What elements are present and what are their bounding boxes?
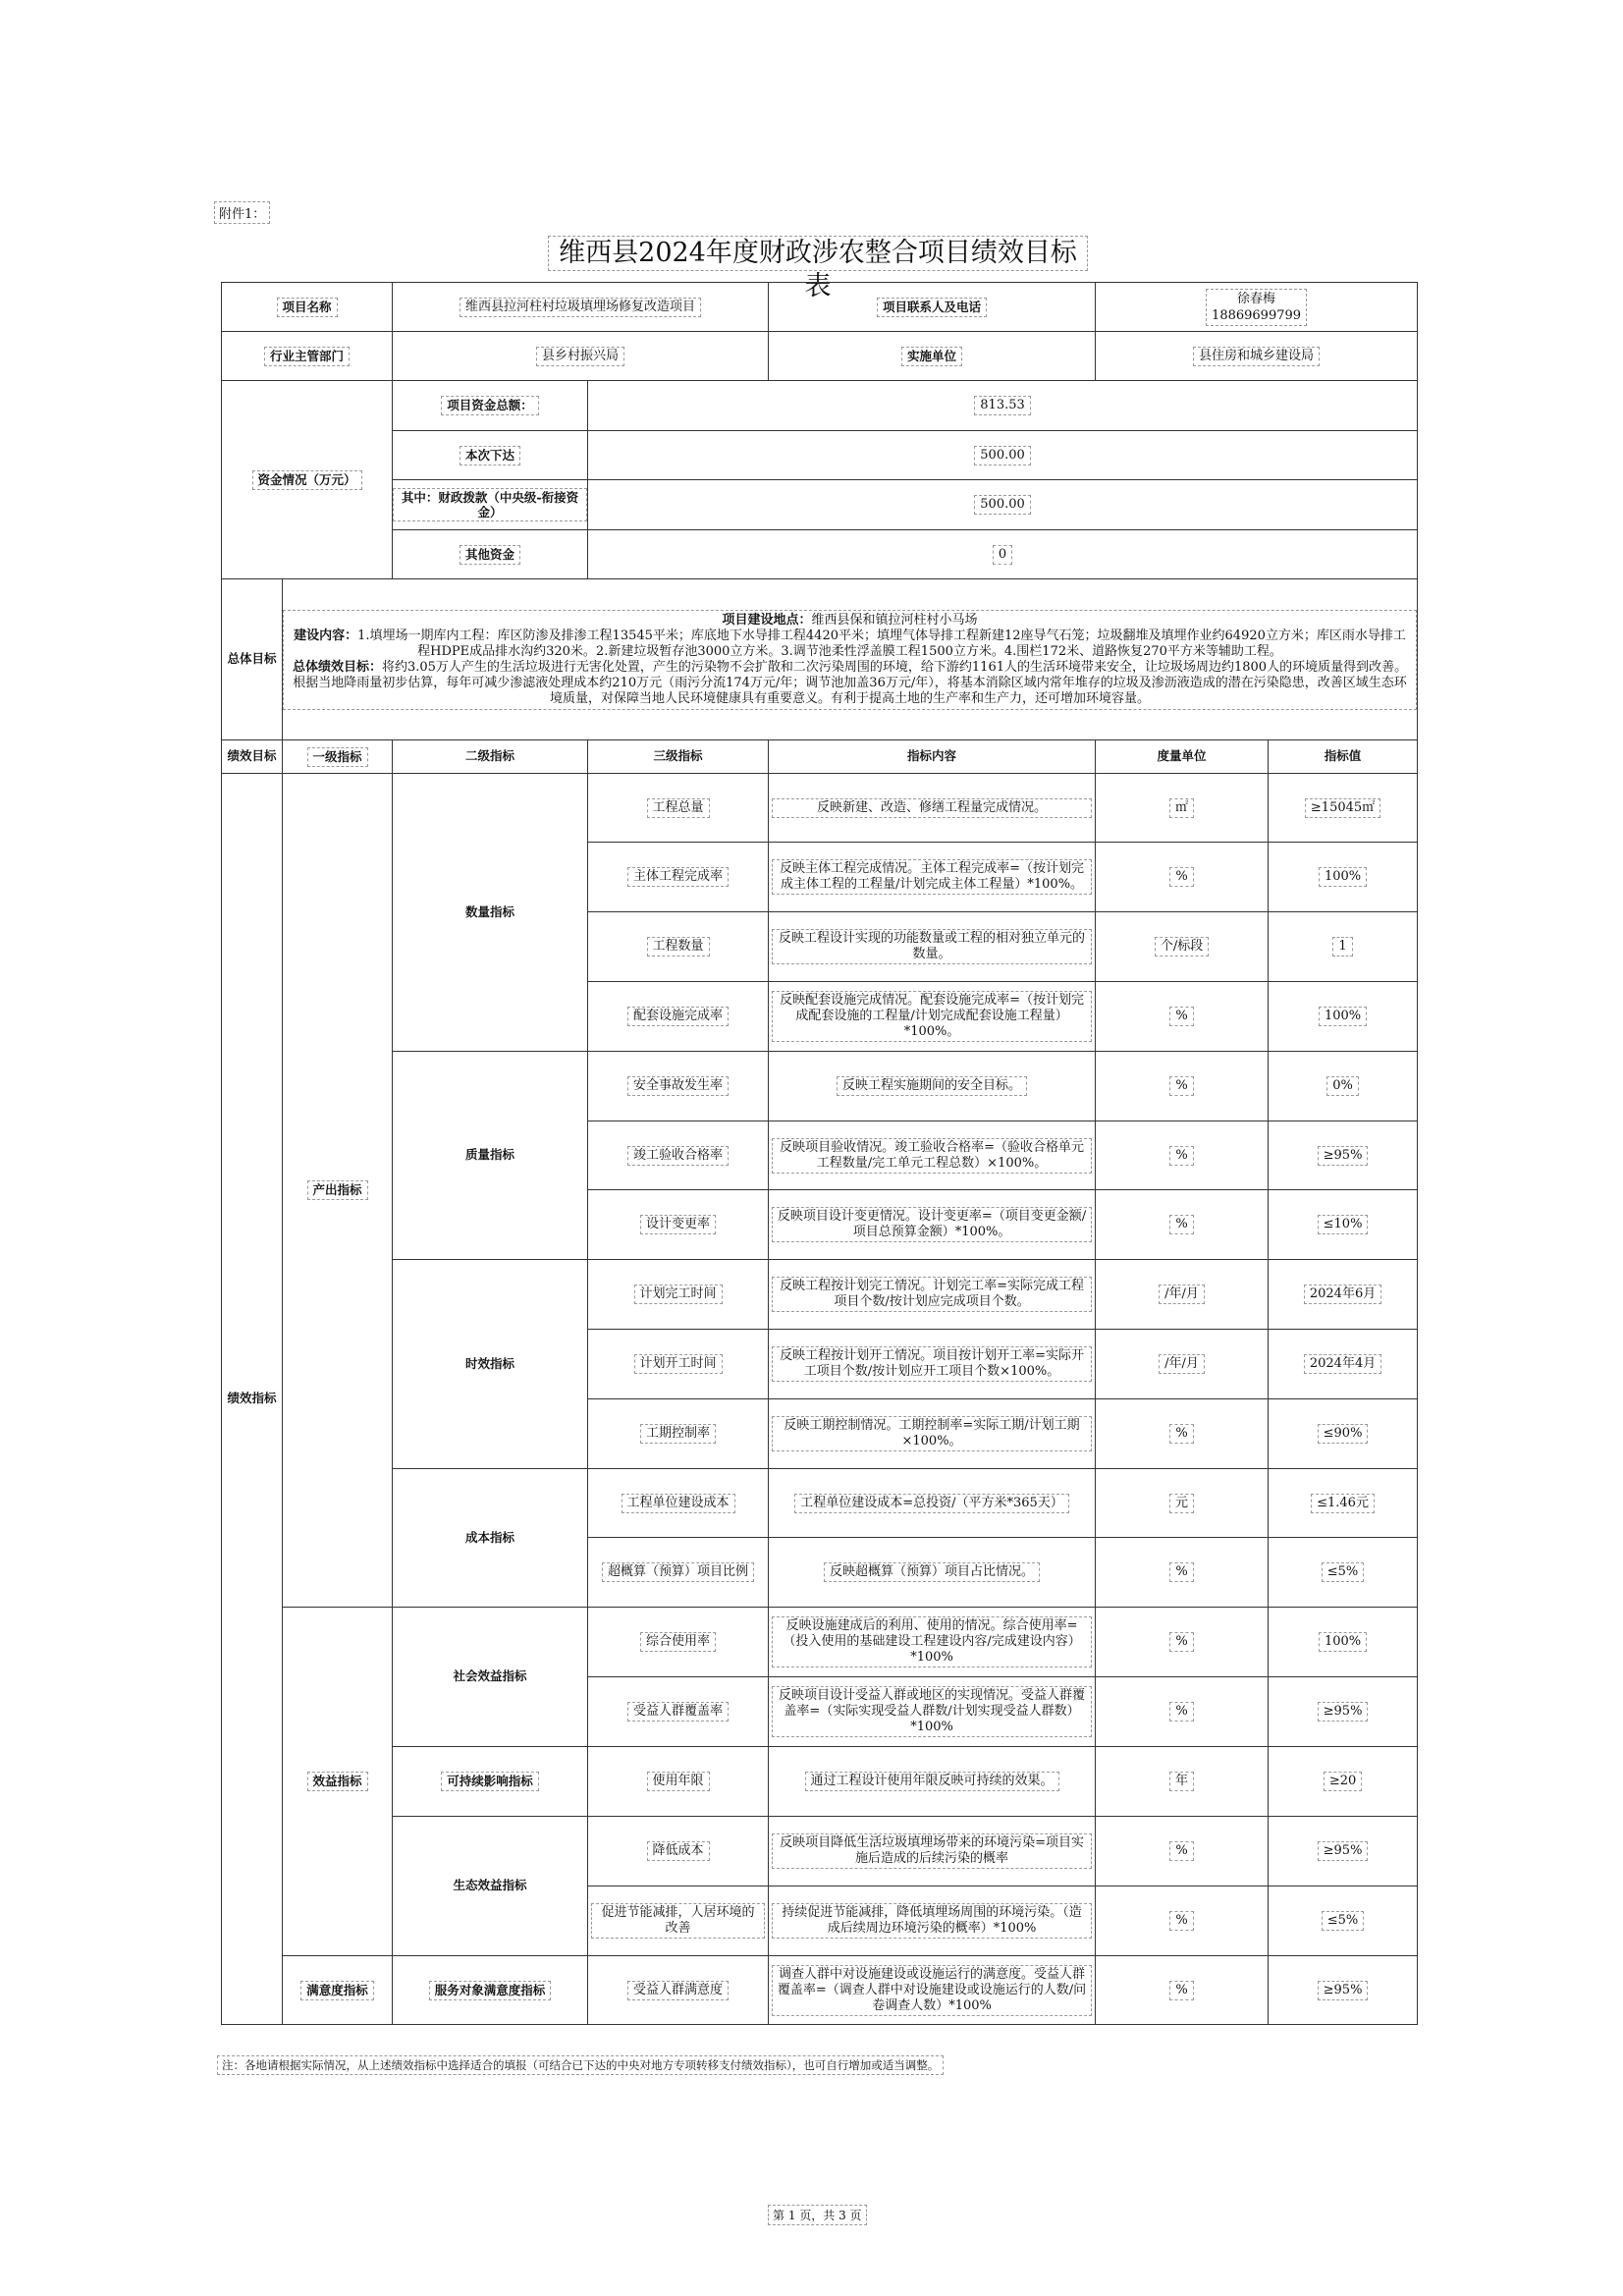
indicator-content: 反映超概算（预算）项目占比情况。 — [824, 1562, 1040, 1582]
level2-cell — [393, 1747, 588, 1817]
goal-label-cell — [222, 579, 283, 740]
level2-cell — [393, 774, 588, 1052]
level3-cell — [588, 1747, 769, 1817]
impl: 县住房和城乡建设局 — [1193, 347, 1320, 366]
unit-cell — [1096, 1469, 1269, 1538]
level2-quality: 质量指标 — [465, 1147, 515, 1162]
project-name-cell — [393, 283, 769, 332]
indicator-content: 反映工期控制情况。工期控制率=实际工期/计划工期×100%。 — [772, 1416, 1092, 1451]
indicator-value: ≥15045㎡ — [1305, 798, 1380, 818]
funds-label: 资金情况（万元） — [252, 470, 362, 490]
value-cell — [1269, 1330, 1418, 1399]
indicator-row — [222, 1608, 1418, 1677]
level3-cell — [588, 912, 769, 982]
value-cell — [1269, 912, 1418, 982]
indicator-header-row — [222, 740, 1418, 774]
indicator-unit: % — [1169, 1981, 1193, 2000]
indicator-content: 反映项目设计受益人群或地区的实现情况。受益人群覆盖率=（实际实现受益人群数/计划实现受益人群数）*100% — [772, 1686, 1092, 1737]
indicator-unit: % — [1169, 1146, 1193, 1166]
value-cell — [1269, 1190, 1418, 1260]
content-cell — [769, 1747, 1096, 1817]
header-value: 指标值 — [1324, 748, 1362, 763]
indicator-value: ≤1.46元 — [1311, 1494, 1375, 1513]
funds-row-1 — [222, 381, 1418, 431]
info-row-1 — [222, 283, 1418, 332]
level1-benefit: 效益指标 — [307, 1772, 368, 1791]
funds-total-label: 项目资金总额： — [441, 396, 539, 415]
value-cell — [1269, 1817, 1418, 1886]
indicator-content: 反映新建、改造、修缮工程量完成情况。 — [772, 798, 1092, 818]
level3-cell — [588, 1608, 769, 1677]
indicator-name: 计划开工时间 — [634, 1354, 723, 1374]
project-name: 维西县拉河柱村垃圾填埋场修复改造项目 — [460, 298, 701, 317]
indicator-name: 设计变更率 — [640, 1215, 716, 1234]
indicator-value: ≥95% — [1318, 1702, 1369, 1722]
value-cell — [1269, 1608, 1418, 1677]
funds-issued-label: 本次下达 — [460, 446, 520, 465]
value-cell — [1269, 1052, 1418, 1121]
header-content: 指标内容 — [907, 748, 957, 763]
unit-cell — [1096, 1399, 1269, 1469]
indicator-name: 受益人群覆盖率 — [627, 1702, 729, 1722]
indicator-name: 促进节能减排，人居环境的改善 — [591, 1903, 765, 1939]
indicator-name: 竣工验收合格率 — [627, 1146, 729, 1166]
goal-text — [283, 610, 1417, 710]
level2-cell — [393, 1608, 588, 1747]
indicator-row — [222, 1747, 1418, 1817]
indicator-value: 100% — [1319, 1007, 1367, 1026]
indicator-unit: % — [1169, 1215, 1193, 1234]
level2-ecological: 生态效益指标 — [453, 1878, 527, 1892]
level3-cell — [588, 1052, 769, 1121]
level2-cell — [393, 1956, 588, 2025]
unit-cell — [1096, 1260, 1269, 1330]
indicator-unit: % — [1169, 1562, 1193, 1582]
indicator-name: 计划完工时间 — [634, 1285, 723, 1304]
content-cell — [769, 1121, 1096, 1190]
contact-phone: 18869699799 — [1212, 307, 1302, 323]
indicator-row — [222, 1817, 1418, 1886]
value-cell — [1269, 774, 1418, 843]
dept-label: 行业主管部门 — [264, 347, 350, 366]
content-cell — [769, 912, 1096, 982]
indicator-row — [222, 1260, 1418, 1330]
indicator-unit: % — [1169, 1841, 1193, 1861]
header-cell — [393, 740, 588, 774]
indicator-unit: % — [1169, 1076, 1193, 1096]
contact-cell — [1096, 283, 1418, 332]
funds-value-cell — [588, 530, 1418, 579]
level1-cell — [283, 1608, 393, 1956]
value-cell — [1269, 1677, 1418, 1747]
level1-output: 产出指标 — [307, 1180, 368, 1200]
funds-row-4 — [222, 530, 1418, 579]
page-number: 第 1 页，共 3 页 — [768, 2205, 867, 2225]
level3-cell — [588, 1469, 769, 1538]
content-cell — [769, 1677, 1096, 1747]
indicator-unit: /年/月 — [1159, 1354, 1205, 1374]
level3-cell — [588, 982, 769, 1052]
funds-row-2 — [222, 431, 1418, 480]
indicator-content: 反映项目设计变更情况。设计变更率=（项目变更金额/项目总预算金额）*100%。 — [772, 1207, 1092, 1242]
indicator-content: 调查人群中对设施建设或设施运行的满意度。受益人群覆盖率=（调查人群中对设施建设或设施运行的人数/问卷调查人数）*100% — [772, 1965, 1092, 2016]
contact-name: 徐春梅 — [1237, 291, 1276, 306]
funds-value-cell — [588, 381, 1418, 431]
funds-total-value: 813.53 — [974, 396, 1031, 415]
unit-cell — [1096, 1608, 1269, 1677]
indicator-value: 0% — [1326, 1076, 1359, 1096]
indicator-unit: ㎡ — [1169, 798, 1194, 818]
indicator-name: 降低成本 — [647, 1841, 710, 1861]
content-cell — [769, 1886, 1096, 1956]
indicator-value: ≤5% — [1322, 1562, 1365, 1582]
indicator-content: 工程单位建设成本=总投资/（平方米*365天） — [794, 1494, 1069, 1513]
header-cell — [769, 740, 1096, 774]
level3-cell — [588, 774, 769, 843]
indicator-value: 100% — [1319, 1632, 1367, 1652]
indicator-content: 反映项目降低生活垃圾填埋场带来的环境污染=项目实施后造成的后续污染的概率 — [772, 1833, 1092, 1869]
level3-cell — [588, 1956, 769, 2025]
indicator-value: ≤5% — [1322, 1911, 1365, 1931]
info-row-2 — [222, 332, 1418, 381]
indicator-name: 使用年限 — [647, 1772, 710, 1791]
header-level1: 一级指标 — [307, 747, 368, 767]
indicator-value: ≤10% — [1318, 1215, 1369, 1234]
value-cell — [1269, 1121, 1418, 1190]
indicator-value: 2024年4月 — [1304, 1354, 1381, 1374]
attachment-label: 附件1： — [214, 201, 270, 224]
indicator-value: 2024年6月 — [1304, 1285, 1381, 1304]
indicator-unit: % — [1169, 1911, 1193, 1931]
dept-cell — [393, 332, 769, 381]
level3-cell — [588, 1817, 769, 1886]
page-title: 维西县2024年度财政涉农整合项目绩效目标表 — [548, 236, 1088, 271]
header-cell — [588, 740, 769, 774]
level2-timeliness: 时效指标 — [465, 1355, 515, 1371]
indicator-content: 反映工程实施期间的安全目标。 — [837, 1076, 1027, 1096]
goal-content: 1.填埋场一期库内工程：库区防渗及排渗工程13545平米；库底地下水导排工程4420平米；填埋气体导排工程新建12座导气石笼；垃圾翻堆及填埋作业约64920立方米；库区雨水导排工程HDPE成品排水沟约320米。2.新建垃圾暂存池3000立方米。3.调节池柔性浮盖膜工程1500立方米。4.围栏172米、道路恢复270平方米等辅助工程。 — [357, 628, 1406, 659]
indicator-name: 主体工程完成率 — [627, 867, 729, 887]
indicator-unit: % — [1169, 867, 1193, 887]
content-cell — [769, 843, 1096, 912]
indicator-unit: % — [1169, 1424, 1193, 1444]
unit-cell — [1096, 774, 1269, 843]
indicator-value: 1 — [1332, 937, 1352, 957]
funds-other-label: 其他资金 — [460, 545, 520, 565]
project-name-label-cell — [222, 283, 393, 332]
level3-cell — [588, 1121, 769, 1190]
level2-cell — [393, 1817, 588, 1956]
indicator-row — [222, 1469, 1418, 1538]
value-cell — [1269, 1399, 1418, 1469]
funds-value-cell — [588, 431, 1418, 480]
level2-sustainable: 可持续影响指标 — [441, 1772, 539, 1791]
side-label-cell — [222, 774, 283, 2025]
level1-cell — [283, 774, 393, 1608]
section-label-cell — [222, 740, 283, 774]
unit-cell — [1096, 1330, 1269, 1399]
content-cell — [769, 1399, 1096, 1469]
value-cell — [1269, 843, 1418, 912]
value-cell — [1269, 982, 1418, 1052]
indicator-content: 反映设施建成后的利用、使用的情况。综合使用率=（投入使用的基础建设工程建设内容/完成建设内容）*100% — [772, 1616, 1092, 1667]
performance-table — [221, 282, 1418, 2025]
unit-cell — [1096, 843, 1269, 912]
funds-issued-value: 500.00 — [974, 446, 1031, 465]
dept-label-cell — [222, 332, 393, 381]
unit-cell — [1096, 1121, 1269, 1190]
goal-content-label: 建设内容： — [294, 628, 358, 643]
goal-location: 维西县保和镇拉河柱村小马场 — [811, 612, 978, 628]
level2-cost: 成本指标 — [465, 1529, 515, 1545]
funds-value-cell — [588, 480, 1418, 530]
unit-cell — [1096, 1747, 1269, 1817]
funds-item-cell — [393, 431, 588, 480]
level1-satisfaction: 满意度指标 — [300, 1981, 374, 2000]
goal-location-label: 项目建设地点： — [722, 612, 812, 628]
indicator-content: 持续促进节能减排，降低填埋场周围的环境污染。（造成后续周边环境污染的概率）*100% — [772, 1903, 1092, 1939]
indicator-name: 工程总量 — [647, 798, 710, 818]
funds-item-cell — [393, 480, 588, 530]
level2-service-satisfaction: 服务对象满意度指标 — [429, 1981, 552, 2000]
header-unit: 度量单位 — [1157, 748, 1207, 763]
level3-cell — [588, 1886, 769, 1956]
side-label: 绩效指标 — [227, 1391, 277, 1405]
level3-cell — [588, 1399, 769, 1469]
project-name-label: 项目名称 — [277, 298, 338, 317]
indicator-content: 反映配套设施完成情况。配套设施完成率=（按计划完成配套设施的工程量/计划完成配套设施工程量）*100%。 — [772, 991, 1092, 1042]
value-cell — [1269, 1538, 1418, 1608]
level2-quantity: 数量指标 — [465, 903, 515, 919]
goal-target-label: 总体绩效目标： — [292, 659, 382, 675]
indicator-row — [222, 1956, 1418, 2025]
impl-label: 实施单位 — [901, 347, 962, 366]
footnote: 注：各地请根据实际情况，从上述绩效指标中选择适合的填报（可结合已下达的中央对地方专项转移支付绩效指标），也可自行增加或适当调整。 — [217, 2055, 944, 2075]
impl-label-cell — [769, 332, 1096, 381]
contact-box — [1206, 289, 1307, 326]
level2-cell — [393, 1469, 588, 1608]
indicator-value: ≥95% — [1318, 1841, 1369, 1861]
contact-label: 项目联系人及电话 — [877, 298, 987, 317]
indicator-value: ≥20 — [1324, 1772, 1362, 1791]
content-cell — [769, 1330, 1096, 1399]
content-cell — [769, 982, 1096, 1052]
unit-cell — [1096, 1817, 1269, 1886]
indicator-name: 工程单位建设成本 — [622, 1494, 735, 1513]
indicator-value: ≥95% — [1318, 1981, 1369, 2000]
indicator-content: 反映工程按计划开工情况。项目按计划开工率=实际开工项目个数/按计划应开工项目个数×100%。 — [772, 1346, 1092, 1382]
funds-central-label: 其中：财政拨款（中央级-衔接资金） — [393, 488, 587, 521]
indicator-name: 综合使用率 — [640, 1632, 716, 1652]
content-cell — [769, 1608, 1096, 1677]
content-cell — [769, 1469, 1096, 1538]
unit-cell — [1096, 1538, 1269, 1608]
level3-cell — [588, 843, 769, 912]
level2-social: 社会效益指标 — [453, 1668, 527, 1683]
content-cell — [769, 1817, 1096, 1886]
content-cell — [769, 1260, 1096, 1330]
indicator-name: 超概算（预算）项目比例 — [602, 1562, 754, 1582]
value-cell — [1269, 1747, 1418, 1817]
indicator-content: 反映项目验收情况。竣工验收合格率=（验收合格单元工程数量/完工单元工程总数）×100%。 — [772, 1138, 1092, 1174]
indicator-content: 通过工程设计使用年限反映可持续的效果。 — [805, 1772, 1059, 1791]
contact-label-cell — [769, 283, 1096, 332]
level3-cell — [588, 1190, 769, 1260]
header-level3: 三级指标 — [653, 748, 703, 763]
indicator-content: 反映工程按计划完工情况。计划完工率=实际完成工程项目个数/按计划应完成项目个数。 — [772, 1277, 1092, 1312]
indicator-unit: % — [1169, 1632, 1193, 1652]
unit-cell — [1096, 912, 1269, 982]
level3-cell — [588, 1330, 769, 1399]
indicator-value: 100% — [1319, 867, 1367, 887]
unit-cell — [1096, 1052, 1269, 1121]
indicator-content: 反映工程设计实现的功能数量或工程的相对独立单元的数量。 — [772, 929, 1092, 964]
goal-target: 将约3.05万人产生的生活垃圾进行无害化处置，产生的污染物不会扩散和二次污染周围的环境，给下游约1161人的生活环境带来安全，让垃圾场周边约1800人的环境质量得到改善。根据当地降雨量初步估算，每年可减少渗滤液处理成本约210万元（雨污分流174万元/年；调节池加盖36万元/年），将基本消除区域内常年堆存的垃圾及渗沥液造成的潜在污染隐患，改善区域生态环境质量，对保障当地人民环境健康具有重要意义。有利于提高土地的生产率和生产力，还可增加环境容量。 — [293, 659, 1408, 706]
goal-text-cell — [283, 579, 1418, 740]
indicator-unit: 年 — [1169, 1772, 1194, 1791]
indicator-content: 反映主体工程完成情况。主体工程完成率=（按计划完成主体工程的工程量/计划完成主体工程量）*100%。 — [772, 859, 1092, 895]
level3-cell — [588, 1677, 769, 1747]
unit-cell — [1096, 1190, 1269, 1260]
indicator-name: 工期控制率 — [640, 1424, 716, 1444]
indicator-unit: 个/标段 — [1155, 937, 1209, 957]
level2-cell — [393, 1052, 588, 1260]
funds-central-value: 500.00 — [974, 495, 1031, 515]
content-cell — [769, 1956, 1096, 2025]
indicator-name: 安全事故发生率 — [627, 1076, 729, 1096]
level3-cell — [588, 1260, 769, 1330]
level2-cell — [393, 1260, 588, 1469]
indicator-unit: 元 — [1169, 1494, 1194, 1513]
indicator-unit: % — [1169, 1007, 1193, 1026]
impl-cell — [1096, 332, 1418, 381]
content-cell — [769, 774, 1096, 843]
header-level2: 二级指标 — [465, 748, 515, 763]
indicator-name: 配套设施完成率 — [627, 1007, 729, 1026]
value-cell — [1269, 1469, 1418, 1538]
unit-cell — [1096, 982, 1269, 1052]
goal-label: 总体目标 — [227, 651, 277, 666]
value-cell — [1269, 1956, 1418, 2025]
content-cell — [769, 1190, 1096, 1260]
unit-cell — [1096, 1886, 1269, 1956]
content-cell — [769, 1052, 1096, 1121]
indicator-unit: % — [1169, 1702, 1193, 1722]
header-cell — [1269, 740, 1418, 774]
funds-item-cell — [393, 381, 588, 431]
level3-cell — [588, 1538, 769, 1608]
funds-other-value: 0 — [993, 545, 1012, 565]
dept: 县乡村振兴局 — [536, 347, 624, 366]
indicator-name: 工程数量 — [647, 937, 710, 957]
goal-row — [222, 579, 1418, 740]
level1-cell — [283, 1956, 393, 2025]
funds-item-cell — [393, 530, 588, 579]
unit-cell — [1096, 1677, 1269, 1747]
indicator-unit: /年/月 — [1159, 1285, 1205, 1304]
indicator-row — [222, 774, 1418, 843]
unit-cell — [1096, 1956, 1269, 2025]
header-cell — [283, 740, 393, 774]
value-cell — [1269, 1886, 1418, 1956]
indicator-row — [222, 1052, 1418, 1121]
funds-label-cell — [222, 381, 393, 579]
funds-row-3 — [222, 480, 1418, 530]
indicator-name: 受益人群满意度 — [627, 1981, 729, 2000]
indicator-value: ≤90% — [1318, 1424, 1369, 1444]
indicator-value: ≥95% — [1318, 1146, 1369, 1166]
content-cell — [769, 1538, 1096, 1608]
value-cell — [1269, 1260, 1418, 1330]
section-label: 绩效目标 — [227, 748, 277, 763]
header-cell — [1096, 740, 1269, 774]
